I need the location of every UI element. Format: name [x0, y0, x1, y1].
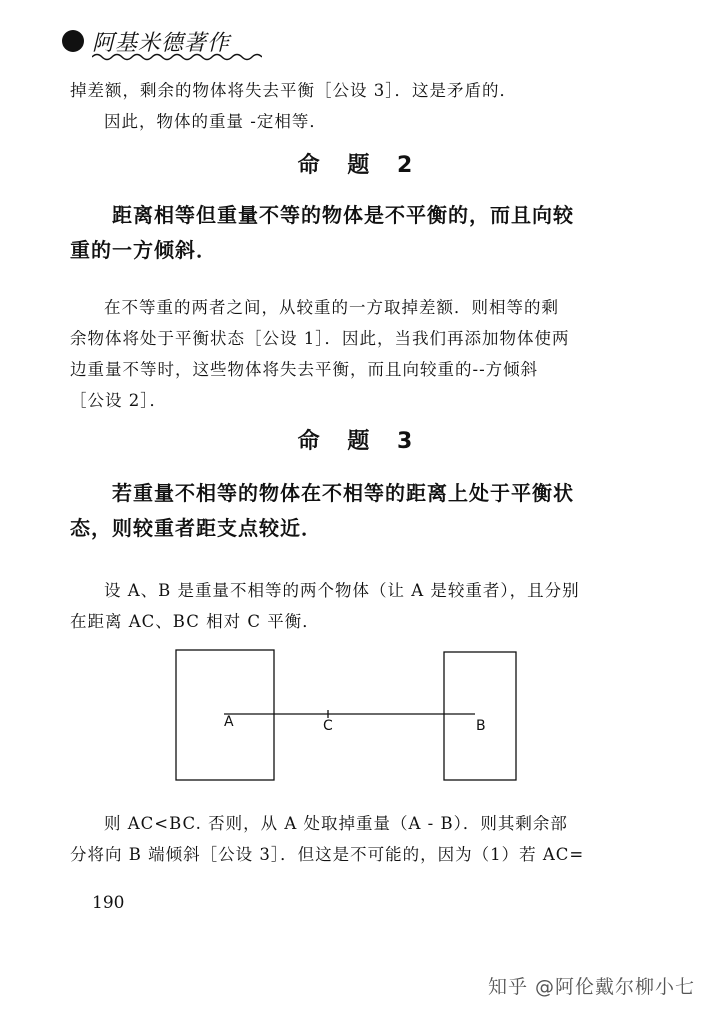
paragraph-top-line-2: 因此，物体的重量 -定相等．: [104, 112, 327, 131]
page-number: 190: [92, 893, 125, 913]
bullet-icon: [62, 30, 84, 52]
prop3-heading: 命 题 3: [297, 429, 423, 454]
book-title: 阿基米德著作: [92, 31, 231, 56]
prop3-setup-line-1: 设 A、B 是重量不相等的两个物体（让 A 是较重者），且分别: [104, 581, 580, 600]
prop2-proof-line-3: 边重量不等时，这些物体将失去平衡，而且向较重的--方倾斜: [70, 360, 539, 379]
prop3-proof-line-2: 分将向 B 端倾斜［公设 3］．但这是不可能的，因为（1）若 AC=: [70, 845, 585, 864]
wavy-underline-icon: [92, 52, 262, 62]
prop2-proof-line-4: ［公设 2］．: [70, 391, 167, 410]
label-b: B: [476, 718, 486, 734]
running-header: [62, 24, 262, 64]
paragraph-top-line-1: 掉差额，剩余的物体将失去平衡［公设 3］．这是矛盾的．: [70, 81, 517, 100]
prop2-heading: 命 题 2: [297, 153, 423, 178]
prop3-statement-line-1: 若重量不相等的物体在不相等的距离上处于平衡状: [112, 481, 574, 505]
prop2-proof-line-1: 在不等重的两者之间，从较重的一方取掉差额．则相等的剩: [104, 298, 559, 317]
prop2-proof-line-2: 余物体将处于平衡状态［公设 1］．因此，当我们再添加物体使两: [70, 329, 570, 348]
lever-diagram: [170, 640, 530, 794]
label-c: C: [323, 718, 333, 734]
label-a: A: [224, 714, 234, 730]
prop2-statement-line-1: 距离相等但重量不等的物体是不平衡的，而且向较: [112, 203, 574, 227]
prop3-setup-line-2: 在距离 AC、BC 相对 C 平衡．: [70, 612, 320, 631]
prop3-proof-line-1: 则 AC<BC. 否则，从 A 处取掉重量（A - B）．则其剩余部: [104, 814, 568, 833]
watermark: 知乎 @阿伦戴尔柳小七: [488, 976, 696, 998]
prop3-statement-line-2: 态，则较重者距支点较近．: [70, 516, 322, 540]
prop2-statement-line-2: 重的一方倾斜．: [70, 238, 217, 262]
weight-b-box: [444, 652, 516, 780]
